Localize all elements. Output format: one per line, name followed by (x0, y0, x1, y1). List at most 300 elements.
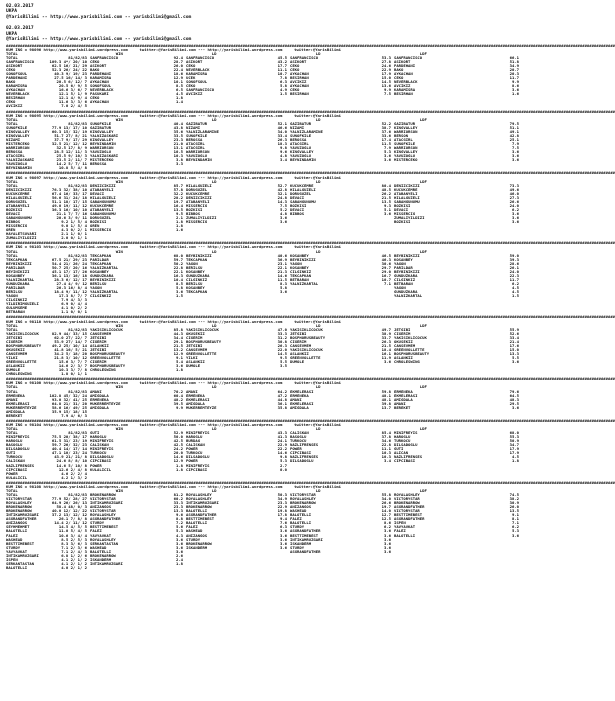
horse-score: 15.0 (509, 346, 519, 352)
horse-score: 7.5 (511, 144, 519, 150)
horse-name: NAZLIFRENSES (290, 454, 319, 460)
horse-name: GUNDUZKARA (90, 272, 114, 278)
horse-score: 20.7 (509, 66, 519, 72)
horse-name: KOSANBEY (290, 252, 309, 258)
horse-score: 5.3 (383, 149, 391, 155)
horse-score: 3.6 (383, 153, 391, 159)
horse-score: 37.7 9/ 17/ 29 (54, 136, 87, 142)
horse-score: 46.3 (381, 256, 391, 262)
horse-score: 32.5 21/ 12/ 12 (51, 140, 87, 146)
horse-score: 48.1 (381, 392, 391, 398)
horse-name: CANSEVMEM (6, 350, 28, 356)
horse-score: 5.1 (383, 206, 391, 212)
horse-score: 11.5 (277, 276, 287, 282)
horse-score: 14.6 5/ 10/ 8 (56, 462, 87, 468)
horse-score: 51.8 (509, 58, 519, 64)
horse-name: CEKO (394, 75, 404, 80)
horse-score: 64.5 (509, 392, 519, 398)
column-header: LD (186, 50, 217, 56)
horse-name: BALOTELLI (186, 508, 208, 514)
horse-name: TEKCAPKAN (290, 272, 312, 278)
horse-name: YAVUZOGLU (6, 161, 28, 167)
horse-score: 2.1 (175, 214, 183, 220)
horse-score: 9.5 (279, 354, 287, 360)
horse-name: YALNIZASKARI (90, 153, 119, 159)
race-column-3 (186, 56, 290, 109)
horse-name: TOTAL (6, 326, 18, 332)
race-column-4 (290, 431, 394, 480)
horse-score: 40.4 14/ 17/ 14 (51, 446, 87, 452)
horse-name: KULALICIL (6, 474, 28, 480)
horse-name: BROKENARROW (290, 500, 316, 506)
race-column-1 (6, 493, 90, 570)
race-column-2 (90, 493, 186, 570)
horse-name: KOSANBEY (290, 264, 309, 270)
horse-score: 46.6 (277, 124, 287, 130)
horse-name: ERMENEKA (186, 392, 205, 398)
horse-score: 3.6 (279, 532, 287, 538)
horse-name: DORUGUZEL (6, 198, 28, 204)
horse-name: CIGERIM (90, 338, 107, 344)
race-column-5 (394, 184, 522, 241)
horse-name: EKMELERASI (290, 388, 314, 394)
horse-score: 21.1 7/ 7/ 16 (56, 210, 87, 216)
horse-name: ROYALASHLEY (6, 500, 32, 506)
horse-name: BETBARAN (6, 309, 25, 315)
race-column-1 (6, 431, 90, 480)
race-column-4 (290, 254, 394, 315)
horse-name: AVCIKIZ (290, 79, 307, 85)
horse-name: CANSEVMEM (290, 342, 312, 348)
horse-score: 4.5 (511, 454, 519, 460)
horse-name: SABAHGUNUMU (394, 198, 420, 204)
horse-score: 77.9 13/ 17/ 10 (51, 124, 87, 130)
race-table (6, 254, 522, 315)
horse-name: BERILSU (6, 289, 23, 294)
horse-score: 28.2 (173, 194, 183, 200)
horse-name: ASGRANDFATHER (186, 512, 217, 518)
column-header: WIN (90, 50, 123, 56)
horse-name: CILGINKIZ (186, 276, 208, 282)
horse-name: KUCUKCEMRE (90, 202, 114, 208)
horse-name: BEYBINIKIZI (394, 252, 420, 258)
horse-score: 14.2 5/ 7/ 11 (56, 161, 87, 167)
horse-score: 1.8 (175, 560, 183, 566)
horse-score: 93.0 32/ 41/ 25 (51, 396, 87, 402)
horse-score: 32.5 17/ 8/ 9 (56, 144, 87, 150)
horse-name: CEKO (90, 58, 100, 64)
horse-score: 7.9 (511, 140, 519, 146)
horse-name: BEROSSA (90, 161, 107, 167)
horse-name: ANIZANGOS (90, 504, 112, 510)
horse-name: GUTI (394, 446, 404, 452)
race-column-3 (186, 493, 290, 570)
horse-score: 48.5 (381, 186, 391, 192)
horse-score: 16.1 (381, 350, 391, 356)
horse-score: 18.6 (173, 70, 183, 76)
horse-name: BURDAG (186, 438, 201, 444)
race-column-4 (290, 390, 394, 418)
horse-score: 92.4 (173, 54, 183, 60)
horse-name: TEKCAPKAN (6, 256, 28, 262)
horse-score: 12.9 (173, 75, 183, 80)
horse-score: 34.0 (381, 496, 391, 502)
horse-score: 17.9 (509, 450, 519, 456)
horse-score: 49.1 (509, 128, 519, 134)
column-header: LDF (394, 116, 427, 122)
horse-name: ISPEN (6, 556, 18, 562)
horse-score: 12.9 (173, 350, 183, 356)
horse-score: 22.8 (173, 264, 183, 270)
horse-score: 3.6 (279, 528, 287, 534)
horse-score: 81.2 (173, 492, 183, 498)
race-table (6, 56, 522, 109)
race-column-2 (90, 390, 186, 418)
horse-score: 1.8 (175, 219, 183, 225)
horse-score: 22.9 (381, 66, 391, 72)
horse-name: MISSERCIG (186, 202, 208, 208)
horse-name: CEKO (6, 66, 16, 72)
horse-name: ASLANKIZ (90, 342, 109, 348)
horse-name: BESTTIMEBEST (186, 516, 215, 522)
horse-name: YAGON (290, 260, 302, 266)
horse-row (186, 158, 290, 162)
horse-name: NAZLIFRENSES (394, 454, 423, 460)
horse-score: 21.0 (173, 140, 183, 146)
horse-score: 81/82/83 (68, 120, 87, 126)
horse-score: 45.1 17/ 17/ 26 (51, 268, 87, 274)
race-column-2 (90, 56, 186, 109)
horse-score: 5.3 (279, 458, 287, 464)
column-header: LDF (394, 248, 427, 254)
horse-name: VICTORYSTAR (6, 496, 32, 502)
horse-name: KINGVALLEY (90, 136, 114, 142)
horse-score: 3.6 (383, 544, 391, 550)
horse-score: 9.3 (383, 202, 391, 208)
race-banner: KUM ING = 98096 http://www.yarisbilimi.wordpress.com twitter:@YarisBilimi.com --- http://yarisbilimi.wordpress.com twitter:@YarisBilimi (6, 46, 341, 52)
horse-name: BALOTELLI (394, 532, 416, 538)
horse-score: 3.6 (279, 214, 287, 220)
horse-score: 20.0 (173, 450, 183, 456)
horse-score: 4.5 (511, 284, 519, 290)
horse-name: VICTORYSTAR (90, 496, 116, 502)
column-header: LDF (394, 178, 427, 184)
horse-name: DENIZCIKIZI (186, 194, 212, 200)
horse-score: 3.6 (511, 404, 519, 410)
horse-score: 10.3 3/ 7/ 8 (58, 367, 87, 373)
horse-score: 33.5 (173, 132, 183, 138)
race-column-5 (394, 493, 522, 570)
horse-name: TEKCAPKAN (90, 252, 112, 258)
horse-name: DUMOLE (6, 367, 21, 373)
horse-score: 76.3 32/ 38/ 10 (51, 186, 87, 192)
horse-score: 19.7 (381, 504, 391, 510)
horse-name: NIZAMI (290, 124, 305, 130)
horse-score: 37.6 (381, 128, 391, 134)
race-banner: KUM ING = 98095 http://www.yarisbilimi.wordpress.com twitter:@YarisBilimi.com --- http://yarisbilimi.wordpress.com twitter:@YarisBilimi (6, 112, 341, 118)
horse-name: GUTI (90, 430, 100, 436)
horse-name: CALISKAN (290, 430, 309, 436)
horse-name: KOSANBEY (186, 268, 205, 274)
horse-name: BEROSSA (290, 136, 307, 142)
horse-score: 21.5 (173, 342, 183, 348)
horse-score: 85.8 (173, 326, 183, 332)
race-column-3 (186, 328, 290, 377)
horse-name: BIBBOS (186, 210, 201, 216)
horse-name: EKMELERASI (290, 400, 314, 406)
horse-name: PARDEHANI (394, 62, 416, 68)
column-header: TOTAL (6, 50, 18, 56)
horse-score: 49.2 25/ 10/ 14 (51, 342, 87, 348)
horse-score: 13.6 (381, 83, 391, 89)
horse-score: 20.6 3/ 9/ 11 (56, 214, 87, 220)
horse-name: CALISKAN (6, 458, 25, 464)
horse-name: HILALGUZELI (90, 194, 116, 200)
horse-score: 32.2 (173, 190, 183, 196)
horse-name: PARILDAR (6, 284, 25, 290)
horse-name: BOSPHORUSBEAUTY (394, 350, 430, 356)
horse-score: 23.3 (173, 504, 183, 510)
horse-score: 30.8 (277, 338, 287, 344)
horse-name: CEKO (290, 62, 300, 68)
column-header: TOTAL (6, 426, 18, 432)
horse-name: ANIZANGOS (6, 520, 28, 526)
horse-score: 6.2 (511, 524, 519, 530)
horse-score: 37.8 (381, 434, 391, 440)
horse-name: YAGON (186, 260, 198, 266)
horse-name: YALNIZKARTAL (6, 276, 35, 282)
horse-name: SANFRANCISCO (90, 54, 119, 60)
horse-name: CIGERIM (290, 338, 307, 344)
horse-name: CIPCIBASI (6, 466, 28, 472)
horse-score: 50.7 25/ 20/ 16 (51, 264, 87, 270)
horse-score: 3.6 (175, 540, 183, 546)
horse-name: MINIFREYIS (90, 446, 114, 452)
horse-score: 64.9 26/ 26/ 13 (51, 500, 87, 506)
horse-name: DENIZCIKIZI (6, 186, 32, 192)
column-header: WIN (90, 426, 123, 432)
horse-score: 26.6 (381, 500, 391, 506)
horse-score: 38.2 (509, 496, 519, 502)
horse-name: SANFRANCISCO (290, 54, 319, 60)
horse-score: 3.6 (511, 87, 519, 93)
horse-score: 21.5 (381, 194, 391, 200)
horse-name: TOTAL (6, 54, 18, 60)
race-block (6, 479, 615, 570)
horse-name: BAKO (6, 79, 16, 85)
horse-score: 8.5 (175, 83, 183, 89)
horse-score: 0.0 (279, 466, 287, 472)
horse-name: INTIKAMRUZGARI (186, 500, 219, 506)
horse-score: 40.0 12/ 12/ 22 (51, 508, 87, 514)
race-block (6, 42, 615, 109)
horse-score: 14.6 (277, 450, 287, 456)
horse-score: 10.6 3/ 4/ 4 (58, 532, 87, 538)
race-separator: #################################################################################################################################################################################################################################################################### (6, 108, 615, 114)
horse-name: HAYALETSUVARI (6, 231, 37, 237)
horse-score: 16.7 (381, 272, 391, 278)
horse-score: 18.4 9/ 11/ 12 (54, 289, 87, 294)
horse-name: CIGERIM (6, 338, 23, 344)
horse-score: 52.6 (509, 330, 519, 336)
horse-name: EKMELERASI (186, 396, 210, 402)
race-block (6, 108, 615, 171)
horse-score: 38.9 (381, 330, 391, 336)
horse-score: 39.5 (173, 400, 183, 406)
horse-name: CIGERIM (90, 358, 107, 364)
horse-score: 22.4 (173, 66, 183, 72)
horse-name: DILSADOGLU (290, 458, 314, 464)
horse-score: 1.8 0/ 1/ 1 (61, 371, 87, 377)
horse-name: BIBBOS (290, 210, 305, 216)
horse-score: 2.6 (175, 552, 183, 558)
horse-name: KUCUKCEMRE (394, 186, 418, 192)
race-column-5 (394, 56, 522, 109)
horse-score: 4.8 (279, 210, 287, 216)
horse-score: 1.8 (175, 95, 183, 101)
horse-score: 52.3 26/ 24/ 22 (51, 66, 87, 72)
horse-name: KARAMISRA (90, 75, 112, 80)
horse-score: 11.7 (509, 75, 519, 80)
horse-name: ASIKORT (290, 58, 307, 64)
horse-score: 43.3 (277, 430, 287, 436)
horse-name: BAKO (90, 66, 100, 72)
horse-score: 36.3 16/ 10/ 10 (51, 206, 87, 212)
horse-score: 41.8 16/ 5/ 21 (54, 346, 87, 352)
horse-name: YAVYAVKAT (394, 524, 416, 530)
horse-name: KINGVALLEY (290, 149, 314, 155)
race-table (6, 184, 522, 241)
horse-score: 79.5 (509, 120, 519, 126)
column-header: LD (290, 50, 321, 56)
horse-score: 21.4 (509, 338, 519, 344)
horse-score: 1.5 (175, 293, 183, 299)
horse-name: ISPEN (394, 520, 406, 526)
horse-name: AMIGDALA (90, 392, 109, 398)
horse-score: 33.4 (509, 334, 519, 340)
horse-score: 4.5 (175, 91, 183, 97)
race-table (6, 493, 522, 570)
horse-name: NEVERBLACK (394, 79, 418, 85)
horse-name: BOZKISI (6, 206, 23, 212)
horse-score: 53.3 (381, 54, 391, 60)
horse-name: TOTAL (6, 388, 18, 394)
horse-score: 28.5 12/ 11/ 3 (54, 149, 87, 155)
horse-name: BASOGLU (290, 434, 307, 440)
race-list (6, 42, 615, 570)
horse-name: YALNIZASKARI (6, 157, 35, 163)
horse-name: PARDEHANI (90, 70, 112, 76)
horse-score: 5.4 (175, 358, 183, 364)
horse-name: STURDY (6, 544, 21, 550)
horse-score: 3.6 (383, 536, 391, 542)
horse-name: BROKENARROW (6, 508, 32, 514)
horse-name: POWER (6, 470, 18, 476)
horse-row (394, 294, 522, 298)
horse-score: 27.5 16/ 14/ 3 (54, 75, 87, 80)
horse-score: 12.5 (381, 516, 391, 522)
horse-score: 29.1 (173, 338, 183, 344)
race-column-3 (186, 184, 290, 241)
horse-score: 4.1 2/ 1/ 2 (61, 556, 87, 562)
horse-name: YAKISIKLICOCUK (290, 346, 323, 352)
horse-score: 4.1 0/ 2/ 2 (61, 305, 87, 311)
horse-score: 22.1 (277, 264, 287, 270)
race-banner: KUM ING = 98100 http://www.yarisbilimi.wordpress.com twitter:@YarisBilimi.com --- http://yarisbilimi.wordpress.com twitter:@YarisBilimi (6, 380, 341, 386)
horse-score: 77.9 52/ 28/ 27 (51, 496, 87, 502)
horse-name: JETGIBI (6, 334, 23, 340)
horse-name: SABAHGUNUMU (6, 214, 32, 220)
horse-name: YAGON (394, 284, 406, 290)
horse-name: AYKACHAN (90, 99, 109, 105)
horse-name: YAVUZOGLU (290, 144, 312, 150)
horse-score: 8.6 (383, 520, 391, 526)
horse-score: 27.8 (381, 58, 391, 64)
horse-name: WARRIORSON (186, 149, 210, 155)
horse-name: YAKISIKLICOCUK (394, 334, 427, 340)
race-column-4 (290, 122, 394, 171)
horse-row (6, 104, 90, 108)
horse-name: BROKENARROW (186, 504, 212, 510)
column-header: LD (186, 322, 217, 328)
race-column-5 (394, 431, 522, 480)
horse-score: 62.0 27/ 22/ 7 (54, 334, 87, 340)
horse-name: SABAHGUNUMU (290, 198, 316, 204)
horse-name: KOSANBEY (6, 272, 25, 278)
horse-score: 67.5 21/ 29/ 23 (51, 256, 87, 262)
horse-name: KINGVALLEY (6, 128, 30, 134)
horse-score: 3.3 (175, 161, 183, 167)
report-track-2: UKPA (6, 31, 18, 37)
horse-name: ISKANDERM (290, 540, 312, 546)
horse-score: 3.6 (175, 536, 183, 542)
horse-name: DILSADOGLU (90, 454, 114, 460)
horse-score: 17.7 (277, 62, 287, 68)
horse-name: KINGVALLEY (90, 128, 114, 134)
horse-name: CILGINKIZ (290, 268, 312, 274)
horse-name: BROKENARROW (394, 500, 420, 506)
race-banner: KUM ING = 98097 http://www.yarisbilimi.wordpress.com twitter:@YarisBilimi.com --- http://yarisbilimi.wordpress.com twitter:@YarisBilimi (6, 174, 341, 180)
horse-name: MINIFREYIS (6, 434, 30, 440)
horse-score: 3.6 (279, 540, 287, 546)
column-header: LD (290, 116, 321, 122)
race-column-2 (90, 328, 186, 377)
horse-score: 62.5 16/ 21/ 29 (51, 62, 87, 68)
horse-name: HAROGLU (6, 438, 23, 444)
horse-name: MINIFREYIS (186, 462, 210, 468)
horse-score: 33.6 (381, 132, 391, 138)
horse-name: DORUGUZEL (290, 190, 312, 196)
horse-score: 34.2 5/ 18/ 20 (54, 350, 87, 356)
horse-score: 5.5 (511, 354, 519, 360)
horse-name: BROKENARROW (90, 552, 116, 558)
horse-name: ROYALASHLEY (90, 536, 116, 542)
horse-score: 14.6 2/ 3/ 7 (58, 363, 87, 369)
race-column-2 (90, 122, 186, 171)
horse-score: 4.6 2/ 2/ 4 (61, 470, 87, 476)
horse-name: YALNIZKARTAL (394, 293, 423, 299)
horse-score: 3.6 (511, 153, 519, 159)
horse-name: SUNOFKILE (290, 132, 312, 138)
horse-name: YAVUZOGLU (290, 153, 312, 159)
horse-score: 34.0 (277, 128, 287, 134)
horse-score: 50.3 (277, 492, 287, 498)
report-date: 02.03.2017 (6, 4, 34, 9)
horse-row (186, 290, 290, 294)
horse-score: 82.9 44/ 33/ 15 (51, 330, 87, 336)
horse-name: CHROLESWING (90, 367, 116, 373)
horse-name: TEKCAPKAN (186, 256, 208, 262)
